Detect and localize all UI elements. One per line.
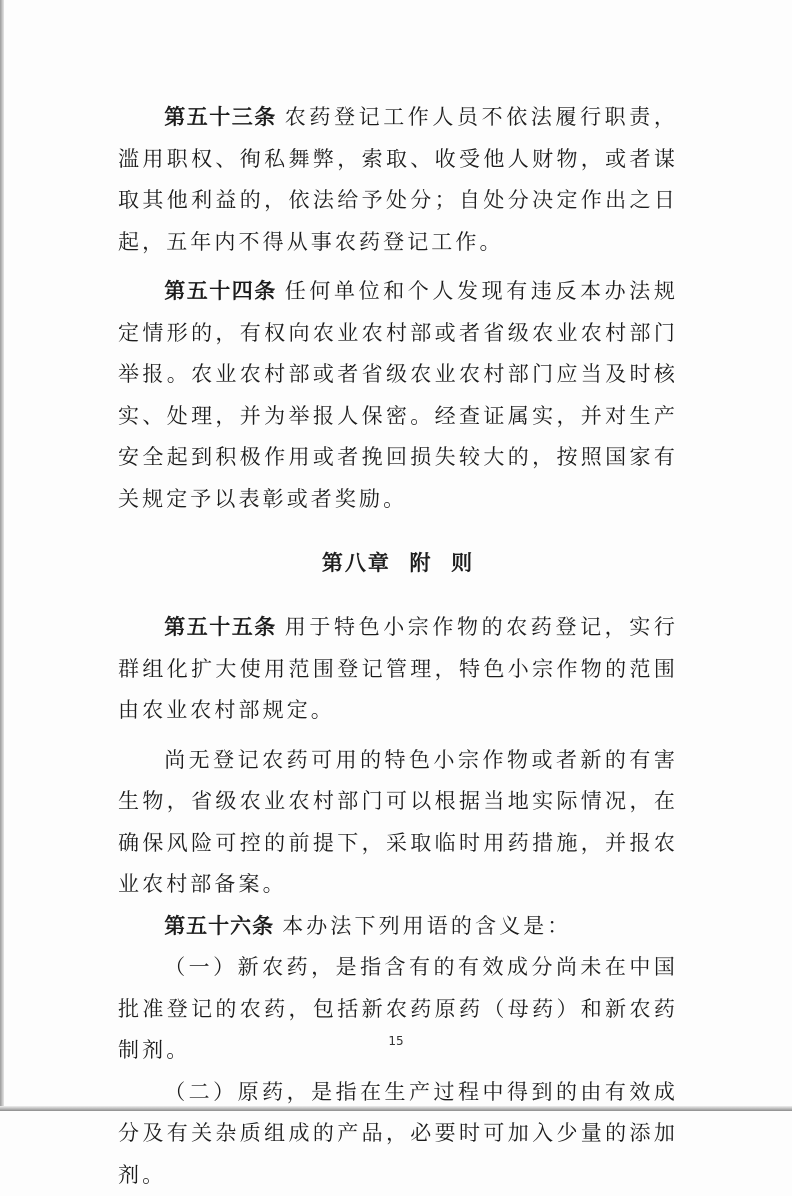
article-54-number: 第五十四条 <box>164 279 277 303</box>
article-55-paragraph-2: 尚无登记农药可用的特色小宗作物或者新的有害生物，省级农业农村部门可以根据当地实际情况，在确保风险可控的前提下，采取临时用药措施，并报农业农村部备案。 <box>118 740 678 906</box>
page-number: 15 <box>0 1034 792 1048</box>
scan-shadow-left <box>0 0 4 1111</box>
article-53-number: 第五十三条 <box>164 105 277 129</box>
article-56 <box>118 906 678 948</box>
article-53 <box>118 97 678 263</box>
article-56-item-1: （一）新农药，是指含有的有效成分尚未在中国批准登记的农药，包括新农药原药（母药）和新农药制剂。 <box>118 947 678 1072</box>
article-56-number: 第五十六条 <box>164 914 274 938</box>
article-55-number: 第五十五条 <box>164 615 277 639</box>
chapter-8-heading: 第八章 附 则 <box>118 543 678 584</box>
article-54 <box>118 271 678 520</box>
article-55 <box>118 607 678 732</box>
article-53-text: 农药登记工作人员不依法履行职责，滥用职权、徇私舞弊，索取、收受他人财物，或者谋取其他利益的，依法给予处分；自处分决定作出之日起，五年内不得从事农药登记工作。 <box>118 105 678 254</box>
article-55-text: 用于特色小宗作物的农药登记，实行群组化扩大使用范围登记管理，特色小宗作物的范围由农业农村部规定。 <box>118 615 678 722</box>
article-56-item-2: （二）原药，是指在生产过程中得到的由有效成分及有关杂质组成的产品，必要时可加入少量的添加剂。 <box>118 1072 678 1196</box>
document-page <box>118 97 678 1196</box>
article-56-text: 本办法下列用语的含义是： <box>282 914 571 938</box>
article-54-text: 任何单位和个人发现有违反本办法规定情形的，有权向农业农村部或者省级农业农村部门举报。农业农村部或者省级农业农村部门应当及时核实、处理，并为举报人保密。经查证属实，并对生产安全起到积极作用或者挽回损失较大的，按照国家有关规定予以表彰或者奖励。 <box>118 279 678 511</box>
